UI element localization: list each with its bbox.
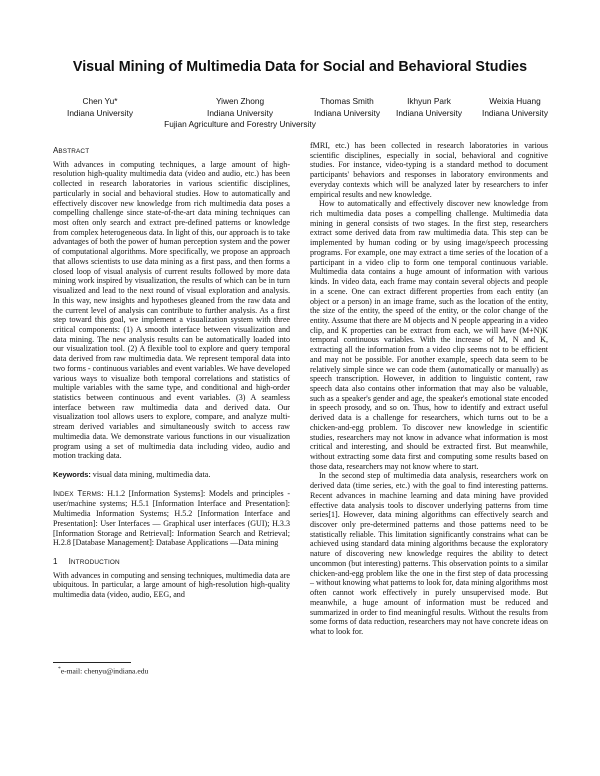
author-name: Thomas Smith (320, 96, 374, 106)
author-name: Weixia Huang (489, 96, 541, 106)
footnote-rule (53, 662, 131, 663)
author-affiliation: Indiana University (314, 107, 380, 118)
footnote: *e-mail: chenyu@indiana.edu (58, 666, 149, 676)
author-affiliation-secondary: Fujian Agriculture and Forestry University (164, 119, 316, 129)
author-3 (301, 96, 393, 119)
author-4 (384, 96, 474, 119)
index-terms-text: : H.1.2 [Information Systems]: Models and principles - user/machine systems; H.5.1 [Information Interface and Presentation]: Multimedia Information Systems; H.5.2 [Information Interface and Presentation]: User Interfaces — Graphical user interfaces (GUI); H.3.3 [Information Storage and Retrieval]: Information Search and Retrieval; H.2.8 [Database Management]: Database Applications —Data mining (53, 488, 291, 548)
index-terms (53, 489, 290, 548)
author-name: Yiwen Zhong (215, 96, 265, 106)
left-column (53, 146, 290, 600)
author-affiliation: Indiana University (207, 107, 273, 118)
keywords-text: visual data mining, multimedia data. (90, 470, 211, 479)
abstract-text: With advances in computing techniques, a large amount of high-resolution high-quality multimedia data (video and audio, etc.) has been collected in research laboratories in various scientific disciplines, particularly in social and behavioral studies. How to automatically and effectively discover new knowledge from rich multimedia data poses a compelling challenge since state-of-the-art data mining techniques can most often only search and extract pre-defined patterns or knowledge from complex heterogeneous data. In light of this, our approach is to take advantages of both the power of human perception system and the power of computational algorithms. More specifically, we propose an approach that allows scientists to use data mining as a first pass, and then forms a closed loop of visual analysis of current results followed by more data mining work inspired by visualization, the results of which can be in turn visualized and lead to the next round of visual exploration and analysis. In this way, new insights and hypotheses gleaned from the raw data and the current level of analysis can contribute to further analysis. As a first step toward this goal, we implement a visualization system with three critical components: (1) A smooth interface between visualization and data mining. The new analysis results can be automatically loaded into our visualization tool. (2) A flexible tool to explore and query temporal data derived from raw multimedia data. We represent temporal data into two forms - continuous variables and event variables. We have developed various ways to visualize both temporal correlations and statistics of multiple variables with the same type, and conditional and high-order statistics between continuous and event variables. (3) A seamless interface between raw multimedia data and derived data. Our visualization tool allows users to explore, compare, and analyze multi-stream derived variables and simultaneously switch to access raw multimedia data. We demonstrate various functions in our visualization program using a set of multimedia data including video, audio and motion tracking data. (53, 159, 290, 461)
intro-paragraph-1-start: With advances in computing and sensing techniques, multimedia data are ubiquitous. In particular, a large amount of high-resolution high-quality multimedia data (video, audio, EEG, and (53, 570, 290, 600)
author-5 (470, 96, 560, 119)
intro-paragraph-2: How to automatically and effectively discover new knowledge from rich multimedia data poses a compelling challenge. Multimedia data mining in general consists of two stages. In the first step, researchers extract some derived data from raw multimedia data. This step can be implemented by human coding or by using image/speech processing programs. For example, one may extract a time series of the location of a participant in a video clip to form one temporal continuous variable. Multimedia data contains a huge amount of information with various kinds. In video data, each frame may contain several objects and people in a scene. One can extract different properties from each entity (an object or a person) in an image frame, such as the location of the entity, the size of the entity, the speed of the entity, or the color change of the entity. Assume that there are M objects and N people appearing in a video clip, and K properties can be extract from each, we will have (M+N)K temporal continuous variables. With the increase of M, N and K, extracting all the information from a video clip seems not to be efficient and may not be possible. For another example, speech data seem to be relatively simple since we can code them (automatically or manually) as speech transcription. However, in addition to linguistic content, raw speech data also contains other information that may also be valuable, such as a speaker's gender and age, the speaker's emotional state encoded in speech prosody, and so on. Thus, how to identify and extract useful derived data is a challenge for researchers, which turns out to be a chicken-and-egg problem. To discover new knowledge in scientific studies, researchers may not know in advance what information is most critical and interesting, and should be extracted first. But meanwhile, without extracting some data first and computing some results based on those data, researchers may not know where to start. (310, 199, 548, 471)
keywords (53, 470, 290, 480)
index-terms-label: INDEX TERMS (53, 488, 102, 498)
abstract-heading: ABSTRACT (53, 146, 90, 155)
right-column (310, 141, 548, 637)
intro-paragraph-1-end: fMRI, etc.) has been collected in research laboratories in various scientific disciplines, especially in social, behavioral and cognitive studies. For instance, video-typing is a standard method to document participants' behaviors and responses in laboratory environments and everyday contexts which will be analyzed later by researchers to infer empirical results and new knowledge. (310, 141, 548, 199)
keywords-label: Keywords: (53, 470, 91, 479)
author-affiliation: Indiana University (482, 107, 548, 118)
author-affiliation: Indiana University (67, 107, 133, 118)
author-1 (55, 96, 145, 119)
author-name: Chen Yu* (82, 96, 118, 106)
intro-heading: 1 INTRODUCTION (53, 557, 120, 567)
author-affiliation: Indiana University (396, 107, 462, 118)
paper-title: Visual Mining of Multimedia Data for Social and Behavioral Studies (72, 59, 528, 75)
author-name: Ikhyun Park (407, 96, 451, 106)
intro-paragraph-3: In the second step of multimedia data analysis, researchers work on derived data (time series, etc.) with the goal to find interesting patterns. Recent advances in machine learning and data mining have provided effective data analysis tools to discover underlying patterns from time series[1]. However, data mining algorithms can effectively search and discover only pre-determined patterns and those patterns need to be statistically reliable. This limitation significantly constrains what can be achieved using standard data mining algorithms because the exploratory nature of discovering new knowledge requires the ability to detect uncommon (but interesting) patterns. This observation points to a similar chicken-and-egg problem like the one in the first step of data processing – without knowing what patterns to look for, data mining algorithms most often cannot work effectively in purely unsupervised mode. But meanwhile, a huge amount of information must be reduced and summarized in order to find meaningful results. Without the results from some forms of data reduction, researchers may not have concrete ideas on what to look for. (310, 471, 548, 636)
